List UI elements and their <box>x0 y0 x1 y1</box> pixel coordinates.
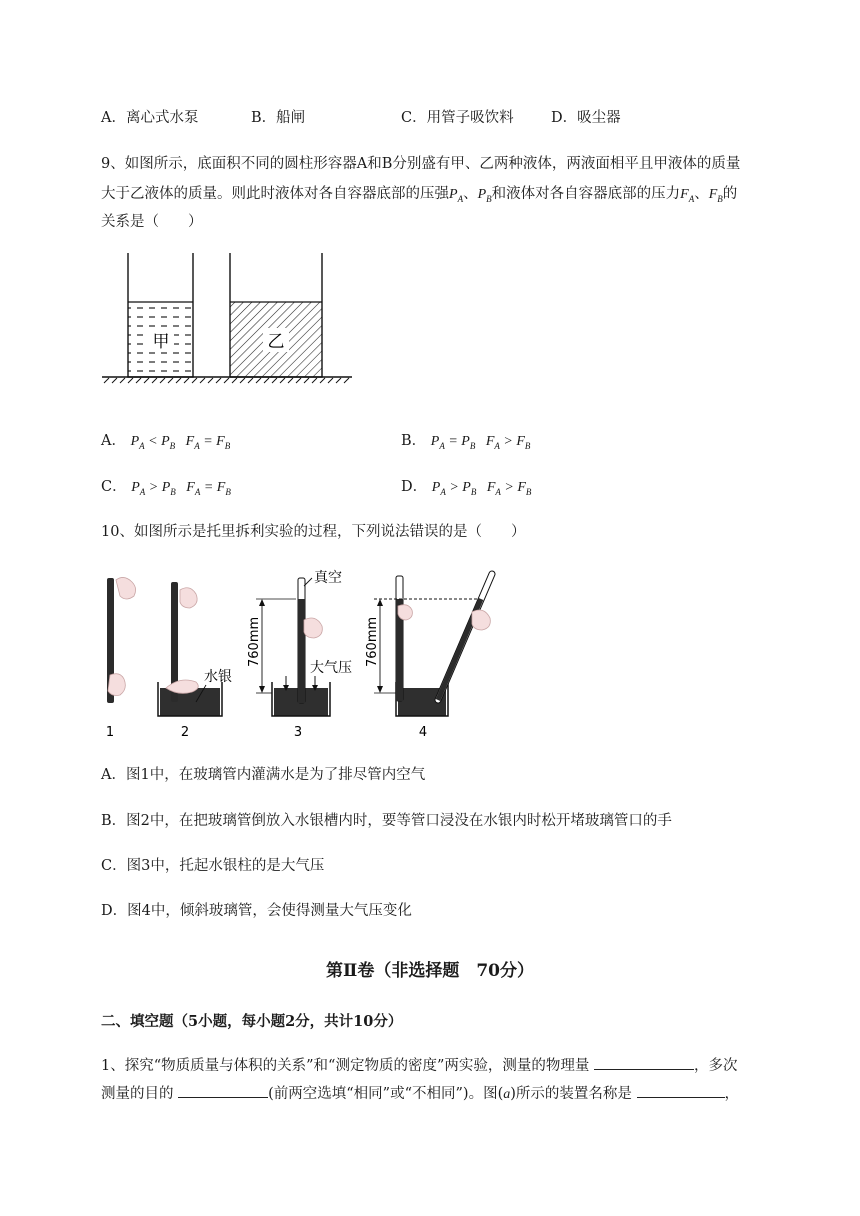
q9-containers-figure <box>100 250 356 385</box>
figure-number-1: 1 <box>105 725 115 740</box>
q10-stem: 10、如图所示是托里拆利实验的过程，下列说法错误的是（ ） <box>101 524 526 540</box>
label-760mm-4: 760mm <box>365 616 380 667</box>
q8-option-d: D．吸尘器 <box>551 110 621 126</box>
hand-icon <box>180 588 197 608</box>
section-fill-in-heading: 二、填空题（5小题，每小题2分，共计10分） <box>101 1013 403 1030</box>
part2-heading: 第Ⅱ卷（非选择题 70分） <box>326 961 534 981</box>
hand-icon <box>304 618 322 638</box>
q10-option-d: D．图4中，倾斜玻璃管，会使得测量大气压变化 <box>101 903 412 919</box>
q9-option-b: B． $P_A = P_B$ $F_A > F_B$ <box>401 433 531 451</box>
label-vacuum: 真空 <box>314 570 342 586</box>
q10-option-b: B．图2中，在把玻璃管倒放入水银槽内时，要等管口浸没在水银内时松开堵玻璃管口的手 <box>101 813 672 829</box>
q9-option-a: A． $P_A < P_B$ $F_A = F_B$ <box>101 433 231 451</box>
q8-option-b: B．船闸 <box>251 110 306 126</box>
answer-blank-1[interactable] <box>594 1055 694 1070</box>
answer-blank-2[interactable] <box>178 1083 268 1098</box>
q10-option-c: C．图3中，托起水银柱的是大气压 <box>101 858 325 874</box>
q9-option-d: D． $P_A > P_B$ $F_A > F_B$ <box>401 479 532 497</box>
figure-number-4: 4 <box>418 725 428 740</box>
label-jia: 甲 <box>152 332 170 352</box>
hand-icon <box>472 610 490 630</box>
q9-option-c: C． $P_A > P_B$ $F_A = F_B$ <box>101 479 231 497</box>
q8-option-c: C．用管子吸饮料 <box>401 110 514 126</box>
label-yi: 乙 <box>267 332 285 352</box>
hand-icon <box>108 674 125 696</box>
figure-number-2: 2 <box>180 725 190 740</box>
q10-option-a: A．图1中，在玻璃管内灌满水是为了排尽管内空气 <box>101 767 426 783</box>
hand-icon <box>398 605 412 620</box>
label-760mm-3: 760mm <box>247 616 262 667</box>
hand-icon <box>116 577 136 599</box>
figure-number-3: 3 <box>293 725 303 740</box>
fill-q1-line1: 1、探究“物质质量与体积的关系”和“测定物质的密度”两实验，测量的物理量 ，多次 <box>101 1055 737 1076</box>
answer-blank-3[interactable] <box>637 1083 725 1098</box>
q8-option-a: A．离心式水泵 <box>101 110 199 126</box>
fill-q1-line2: 测量的目的 (前两空选填“相同”或“不相同”)。图(a)所示的装置名称是 ， <box>101 1083 739 1105</box>
q9-stem-line3: 关系是（ ） <box>101 214 203 230</box>
label-atmospheric-pressure: 大气压 <box>310 660 352 676</box>
label-mercury: 水银 <box>204 669 232 685</box>
q9-stem-line2: 大于乙液体的质量。则此时液体对各自容器底部的压强$P_A$、$P_B$和液体对各自容器底部的压力$F_A$、$F_B$的 <box>101 186 738 204</box>
q10-torricelli-figure <box>96 560 516 745</box>
q9-stem-line1: 9、如图所示，底面积不同的圆柱形容器A和B分别盛有甲、乙两种液体，两液面相平且甲液体的质量 <box>101 156 741 172</box>
